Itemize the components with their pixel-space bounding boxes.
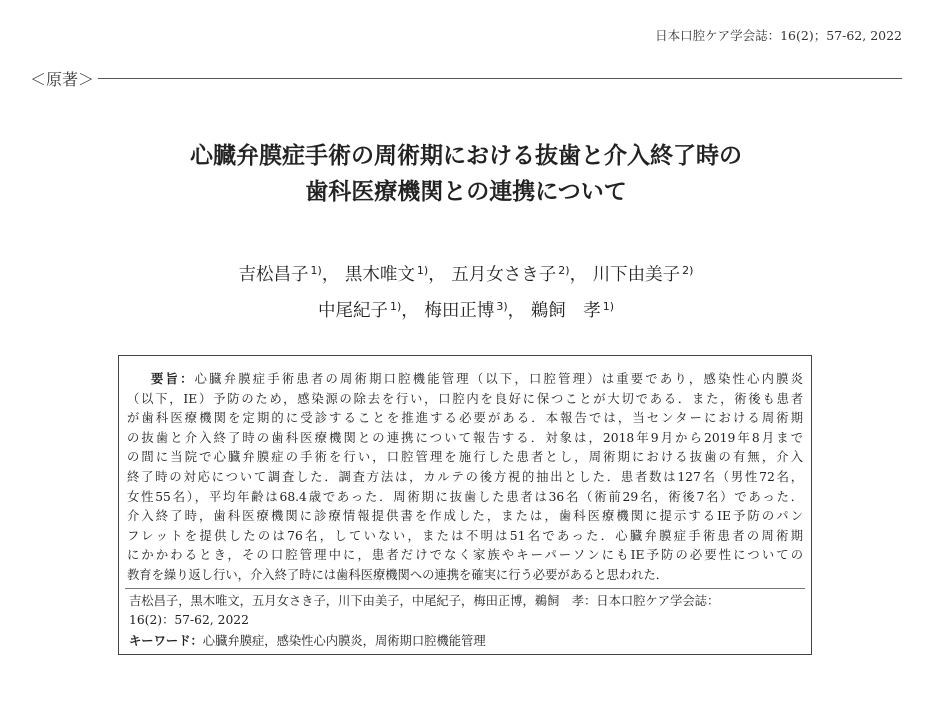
abstract-line: が歯科医療機関を定期的に受診することを推進する必要がある．本報告では，当センターにおける周術期 — [127, 411, 803, 426]
author-name: 五月女さき子 — [451, 265, 557, 285]
author-line-1 — [0, 255, 932, 291]
paper-title — [0, 138, 932, 210]
abstract-divider — [125, 588, 805, 589]
author-separator: ， — [569, 265, 588, 285]
abstract-line: 要旨：心臓弁膜症手術患者の周術期口腔機能管理（以下，口腔管理）は重要であり，感染性心内膜炎 — [151, 372, 803, 386]
abstract-line: の抜歯と介入終了時の歯科医療機関との連携について報告する．対象は，2018年9月から2019年8月まで — [127, 430, 803, 445]
keywords-text: 心臓弁膜症，感染性心内膜炎，周術期口腔機能管理 — [202, 634, 486, 648]
author-list — [0, 255, 932, 327]
section-rule — [98, 78, 902, 79]
author-name: 鵜飼 孝 — [530, 301, 601, 321]
author-name: 川下由美子 — [592, 265, 681, 285]
author-name: 梅田正博 — [424, 301, 495, 321]
author-line-2 — [0, 291, 932, 327]
abstract-label: 要旨： — [151, 372, 195, 386]
author-affiliation: 1) — [310, 264, 322, 277]
author-affiliation: 2) — [682, 264, 694, 277]
abstract-line: 女性55名），平均年齢は68.4歳であった．周術期に抜歯した患者は36名（術前29名，術後7名）であった． — [127, 489, 803, 504]
keywords-label: キーワード： — [129, 634, 203, 648]
author-separator: ， — [401, 301, 419, 321]
author-affiliation: 1) — [602, 300, 615, 313]
author-name: 吉松昌子 — [238, 265, 309, 285]
author-affiliation: 1) — [389, 300, 402, 313]
abstract-line: 教育を繰り返し行い，介入終了時には歯科医療機関への連携を確実に行う必要があると思われた． — [127, 567, 669, 582]
abstract-box — [118, 355, 812, 655]
abstract-line: の間に当院で心臓弁膜症の手術を行い，口腔管理を施行した患者とし，周術期における抜歯の有無，介入 — [127, 450, 803, 465]
title-line-2: 歯科医療機関との連携について — [305, 179, 627, 205]
citation — [129, 592, 805, 630]
author-affiliation: 2) — [558, 264, 570, 277]
journal-reference: 日本口腔ケア学会誌：16(2)；57-62, 2022 — [655, 28, 902, 43]
abstract-line: フレットを提供したのは76名，していない，または不明は51名であった．心臓弁膜症手術患者の周術期 — [127, 528, 803, 543]
keywords — [129, 631, 486, 649]
title-line-1: 心臓弁膜症手術の周術期における抜歯と介入終了時の — [190, 143, 742, 169]
author-name: 黒木唯文 — [344, 265, 415, 285]
abstract-line: 介入終了時，歯科医療機関に診療情報提供書を作成した，または，歯科医療機関に提示するIE予防のパン — [127, 509, 803, 524]
abstract-line: （以下，IE）予防のため，感染源の除去を行い，口腔内を良好に保つことが大切である．また，術後も患者 — [127, 391, 803, 406]
abstract-text — [127, 370, 803, 586]
author-separator: ， — [428, 265, 446, 285]
author-separator: ， — [321, 265, 340, 285]
author-affiliation: 1) — [416, 264, 429, 277]
citation-line: 16(2)：57-62, 2022 — [129, 613, 249, 627]
author-affiliation: 3) — [496, 300, 508, 313]
citation-line: 吉松昌子，黒木唯文，五月女さき子，川下由美子，中尾紀子，梅田正博，鵜飼 孝：日本口腔ケア学会誌： — [129, 594, 720, 608]
section-header — [30, 66, 902, 90]
abstract-line: にかかわるとき，その口腔管理中に，患者だけでなく家族やキーパーソンにもIE予防の必要性についての — [127, 548, 803, 563]
abstract-line: 終了時の対応について調査した．調査方法は，カルテの後方視的抽出とした．患者数は127名（男性72名， — [127, 469, 803, 484]
author-separator: ， — [507, 301, 526, 321]
section-tag: ＜原著＞ — [30, 69, 95, 89]
author-name: 中尾紀子 — [317, 301, 388, 321]
